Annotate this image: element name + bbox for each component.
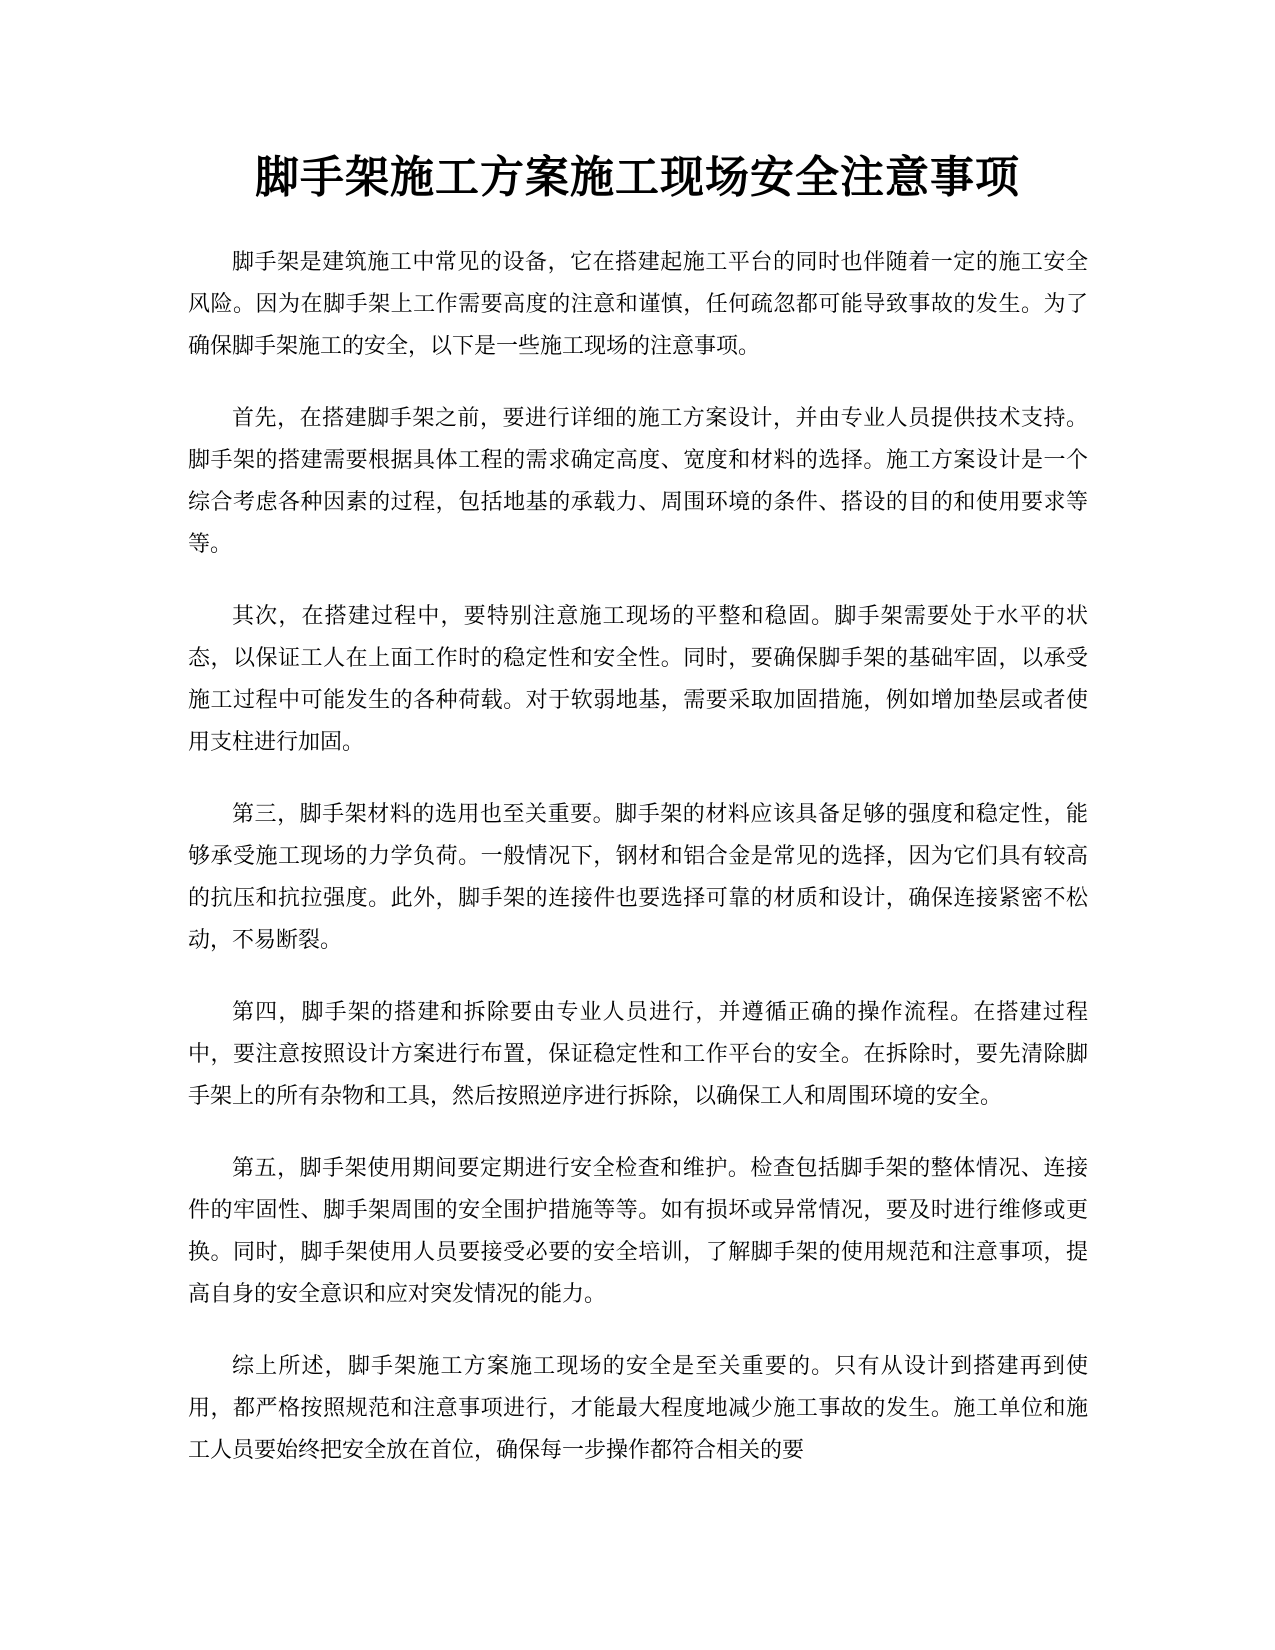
document-body bbox=[188, 242, 1088, 1502]
paragraph-second: 其次，在搭建过程中，要特别注意施工现场的平整和稳固。脚手架需要处于水平的状态，以保证工人在上面工作时的稳定性和安全性。同时，要确保脚手架的基础牢固，以承受施工过程中可能发生的各种荷载。对于软弱地基，需要采取加固措施，例如增加垫层或者使用支柱进行加固。 bbox=[188, 604, 1088, 755]
paragraph-intro: 脚手架是建筑施工中常见的设备，它在搭建起施工平台的同时也伴随着一定的施工安全风险。因为在脚手架上工作需要高度的注意和谨慎，任何疏忽都可能导致事故的发生。为了确保脚手架施工的安全，以下是一些施工现场的注意事项。 bbox=[188, 250, 1088, 359]
paragraph-fourth: 第四，脚手架的搭建和拆除要由专业人员进行，并遵循正确的操作流程。在搭建过程中，要注意按照设计方案进行布置，保证稳定性和工作平台的安全。在拆除时，要先清除脚手架上的所有杂物和工具，然后按照逆序进行拆除，以确保工人和周围环境的安全。 bbox=[188, 1000, 1088, 1109]
paragraph-fifth: 第五，脚手架使用期间要定期进行安全检查和维护。检查包括脚手架的整体情况、连接件的牢固性、脚手架周围的安全围护措施等等。如有损坏或异常情况，要及时进行维修或更换。同时，脚手架使用人员要接受必要的安全培训，了解脚手架的使用规范和注意事项，提高自身的安全意识和应对突发情况的能力。 bbox=[188, 1156, 1088, 1307]
paragraph-third: 第三，脚手架材料的选用也至关重要。脚手架的材料应该具备足够的强度和稳定性，能够承受施工现场的力学负荷。一般情况下，钢材和铝合金是常见的选择，因为它们具有较高的抗压和抗拉强度。此外，脚手架的连接件也要选择可靠的材质和设计，确保连接紧密不松动，不易断裂。 bbox=[188, 802, 1088, 953]
paragraph-summary: 综上所述，脚手架施工方案施工现场的安全是至关重要的。只有从设计到搭建再到使用，都严格按照规范和注意事项进行，才能最大程度地减少施工事故的发生。施工单位和施工人员要始终把安全放在首位，确保每一步操作都符合相关的要 bbox=[188, 1354, 1088, 1463]
document-title: 脚手架施工方案施工现场安全注意事项 bbox=[255, 152, 1020, 203]
paragraph-first: 首先，在搭建脚手架之前，要进行详细的施工方案设计，并由专业人员提供技术支持。脚手架的搭建需要根据具体工程的需求确定高度、宽度和材料的选择。施工方案设计是一个综合考虑各种因素的过程，包括地基的承载力、周围环境的条件、搭设的目的和使用要求等等。 bbox=[188, 406, 1088, 557]
